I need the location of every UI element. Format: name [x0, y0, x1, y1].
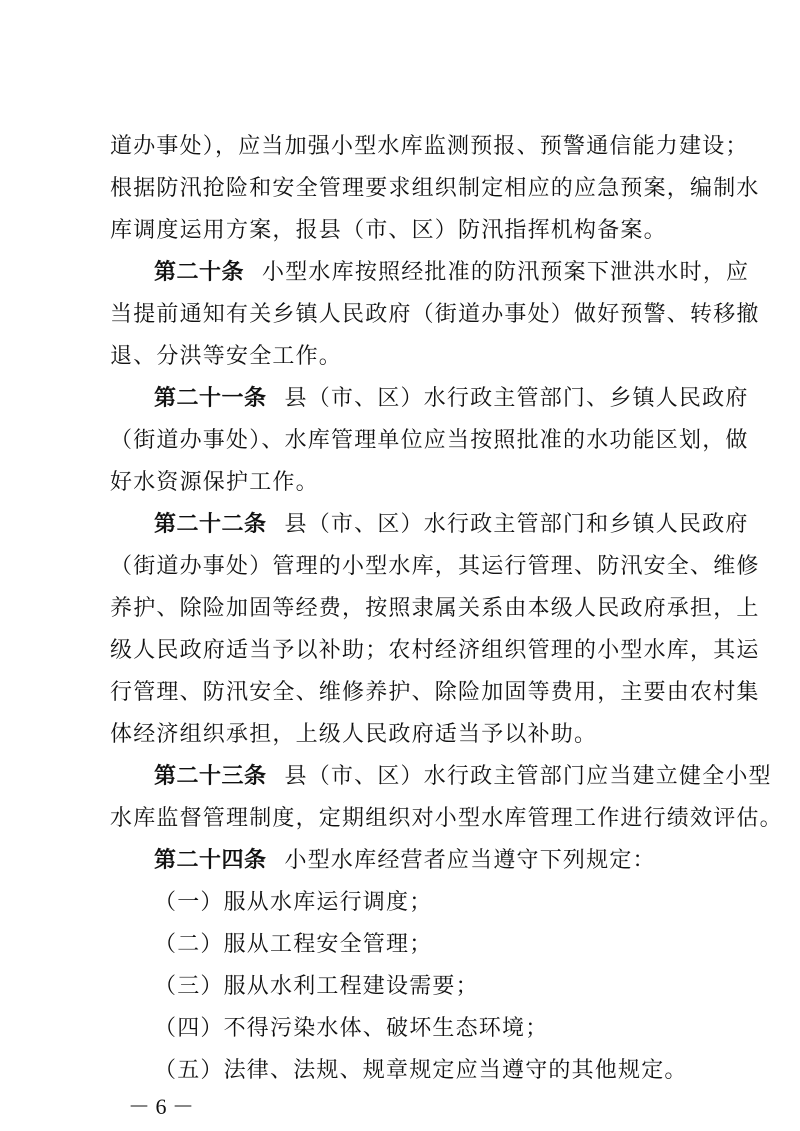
paragraph-line: （街道办事处）、水库管理单位应当按照批准的水功能区划，做	[110, 428, 749, 453]
article-heading: 第二十三条	[154, 764, 267, 789]
list-item: （五）法律、法规、规章规定应当遵守的其他规定。	[154, 1058, 688, 1083]
article-21-line: 第二十一条 县（市、区）水行政主管部门、乡镇人民政府	[154, 386, 749, 411]
article-heading: 第二十四条	[154, 848, 267, 873]
article-heading: 第二十二条	[154, 512, 267, 537]
article-heading: 第二十一条	[154, 386, 267, 411]
paragraph-line: 水库监督管理制度，定期组织对小型水库管理工作进行绩效评估。	[110, 806, 783, 831]
paragraph-line: 库调度运用方案，报县（市、区）防汛指挥机构备案。	[110, 218, 667, 243]
paragraph-line: 当提前通知有关乡镇人民政府（街道办事处）做好预警、转移撤	[110, 302, 760, 327]
paragraph-line: 行管理、防汛安全、维修养护、除险加固等费用，主要由农村集	[110, 680, 760, 705]
paragraph-line: 根据防汛抢险和安全管理要求组织制定相应的应急预案，编制水	[110, 176, 760, 201]
paragraph-line: 级人民政府适当予以补助；农村经济组织管理的小型水库，其运	[110, 638, 760, 663]
list-item: （二）服从工程安全管理；	[154, 932, 433, 957]
paragraph-line: 退、分洪等安全工作。	[110, 344, 343, 369]
paragraph-line: 好水资源保护工作。	[110, 470, 319, 495]
page-number: － 6 －	[128, 1094, 195, 1119]
article-heading: 第二十条	[154, 260, 245, 285]
paragraph-line: 体经济组织承担，上级人民政府适当予以补助。	[110, 722, 598, 747]
article-22-line: 第二十二条 县（市、区）水行政主管部门和乡镇人民政府	[154, 512, 749, 537]
article-20-line: 第二十条 小型水库按照经批准的防汛预案下泄洪水时，应	[154, 260, 750, 285]
article-23-line: 第二十三条 县（市、区）水行政主管部门应当建立健全小型	[154, 764, 772, 789]
list-item: （一）服从水库运行调度；	[154, 890, 433, 915]
list-item: （四）不得污染水体、破坏生态环境；	[154, 1016, 549, 1041]
paragraph-line: 养护、除险加固等经费，按照隶属关系由本级人民政府承担，上	[110, 596, 760, 621]
paragraph-line: 道办事处），应当加强小型水库监测预报、预警通信能力建设；	[110, 134, 749, 159]
article-24-line: 第二十四条 小型水库经营者应当遵守下列规定：	[154, 848, 656, 873]
paragraph-line: （街道办事处）管理的小型水库，其运行管理、防汛安全、维修	[110, 554, 760, 579]
list-item: （三）服从水利工程建设需要；	[154, 974, 479, 999]
